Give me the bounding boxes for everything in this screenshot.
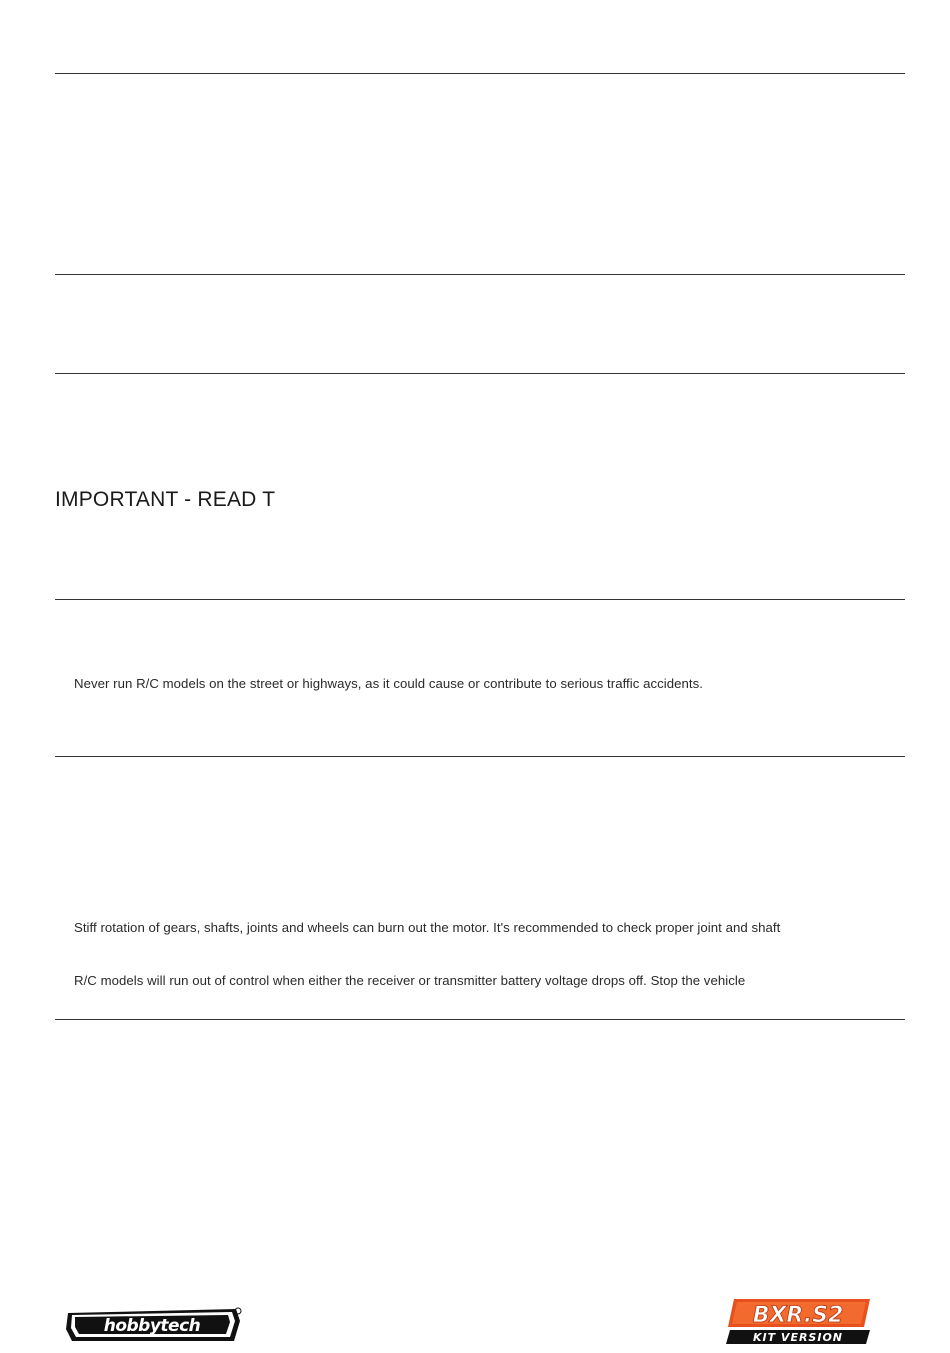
divider-2: [55, 274, 905, 275]
note-stiff-rotation: Stiff rotation of gears, shafts, joints and wheels can burn out the motor. It's recommended to check proper joint and shaft: [74, 920, 781, 935]
bxr-s2-logo: [724, 1297, 874, 1347]
divider-3: [55, 373, 905, 374]
divider-1: [55, 73, 905, 74]
note-street-safety: Never run R/C models on the street or highways, as it could cause or contribute to serious traffic accidents.: [74, 676, 703, 691]
bxr-s2-logo-subtitle: KIT VERSION: [752, 1331, 844, 1344]
hobbytech-logo: [66, 1305, 242, 1345]
bxr-s2-logo-title: BXR.S2: [752, 1303, 844, 1328]
note-battery-voltage: R/C models will run out of control when either the receiver or transmitter battery voltage drops off. Stop the vehicle: [74, 973, 746, 988]
divider-5: [55, 756, 905, 757]
divider-6: [55, 1019, 905, 1020]
divider-4: [55, 599, 905, 600]
hobbytech-logo-text: hobbytech: [103, 1316, 201, 1336]
section-heading: IMPORTANT - READ T: [55, 488, 276, 511]
